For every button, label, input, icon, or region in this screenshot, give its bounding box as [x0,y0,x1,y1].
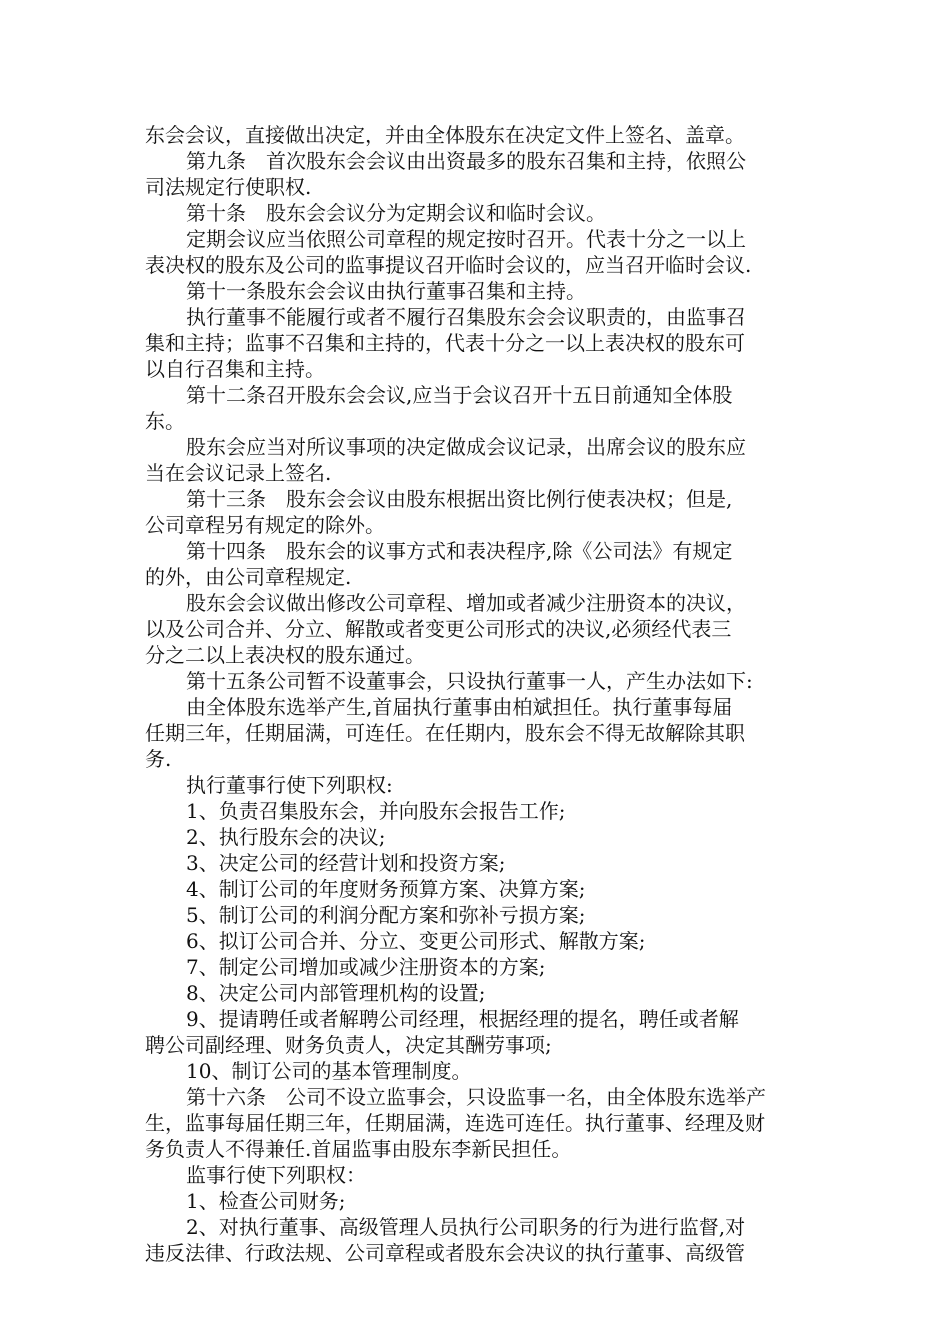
text-line: 以及公司合并、分立、解散或者变更公司形式的决议,必须经代表三 [145,617,732,641]
text-line: 7、制定公司增加或减少注册资本的方案; [186,955,546,979]
text-line: 务负责人不得兼任.首届监事由股东李新民担任。 [145,1137,572,1161]
text-line: 第十六条 公司不设立监事会，只设监事一名，由全体股东选举产 [186,1085,766,1109]
text-line: 股东会应当对所议事项的决定做成会议记录，出席会议的股东应 [186,435,746,459]
text-line: 股东会会议做出修改公司章程、增加或者减少注册资本的决议， [186,591,746,615]
text-line: 2、对执行董事、高级管理人员执行公司职务的行为进行监督,对 [186,1215,746,1239]
text-line: 4、制订公司的年度财务预算方案、决算方案; [186,877,586,901]
text-line: 聘公司副经理、财务负责人，决定其酬劳事项; [145,1033,552,1057]
text-line: 5、制订公司的利润分配方案和弥补亏损方案; [186,903,586,927]
text-line: 1、检查公司财务; [186,1189,346,1213]
text-line: 任期三年，任期届满，可连任。在任期内，股东会不得无故解除其职 [145,721,745,745]
text-line: 3、决定公司的经营计划和投资方案; [186,851,506,875]
text-line: 9、提请聘任或者解聘公司经理，根据经理的提名，聘任或者解 [186,1007,739,1031]
text-line: 第十一条股东会会议由执行董事召集和主持。 [186,279,586,303]
text-line: 当在会议记录上签名. [145,461,332,485]
text-line: 分之二以上表决权的股东通过。 [145,643,425,667]
text-line: 第十条 股东会会议分为定期会议和临时会议。 [186,201,606,225]
text-line: 生，监事每届任期三年，任期届满，连选可连任。执行董事、经理及财 [145,1111,765,1135]
text-line: 由全体股东选举产生,首届执行董事由柏斌担任。执行董事每届 [186,695,733,719]
text-line: 东会会议，直接做出决定，并由全体股东在决定文件上签名、盖章。 [145,123,745,147]
text-line: 司法规定行使职权. [145,175,312,199]
text-line: 公司章程另有规定的除外。 [145,513,385,537]
text-line: 第十五条公司暂不设董事会，只设执行董事一人，产生办法如下: [186,669,753,693]
text-line: 2、执行股东会的决议; [186,825,386,849]
text-line: 的外，由公司章程规定. [145,565,352,589]
text-line: 第十二条召开股东会会议,应当于会议召开十五日前通知全体股 [186,383,733,407]
text-line: 第九条 首次股东会会议由出资最多的股东召集和主持，依照公 [186,149,746,173]
text-line: 8、决定公司内部管理机构的设置; [186,981,486,1005]
text-line: 第十三条 股东会会议由股东根据出资比例行使表决权；但是, [186,487,733,511]
text-line: 表决权的股东及公司的监事提议召开临时会议的，应当召开临时会议. [145,253,752,277]
text-line: 违反法律、行政法规、公司章程或者股东会决议的执行董事、高级管 [145,1241,745,1265]
text-line: 监事行使下列职权： [186,1163,366,1187]
text-line: 务. [145,747,172,771]
text-line: 1、负责召集股东会，并向股东会报告工作; [186,799,566,823]
text-line: 执行董事行使下列职权: [186,773,393,797]
text-line: 执行董事不能履行或者不履行召集股东会会议职责的，由监事召 [186,305,746,329]
text-line: 第十四条 股东会的议事方式和表决程序,除《公司法》有规定 [186,539,733,563]
text-line: 6、拟订公司合并、分立、变更公司形式、解散方案; [186,929,646,953]
text-line: 以自行召集和主持。 [145,357,325,381]
text-line: 集和主持；监事不召集和主持的，代表十分之一以上表决权的股东可 [145,331,745,355]
text-line: 东。 [145,409,185,433]
text-line: 10、制订公司的基本管理制度。 [186,1059,472,1083]
text-line: 定期会议应当依照公司章程的规定按时召开。代表十分之一以上 [186,227,746,251]
